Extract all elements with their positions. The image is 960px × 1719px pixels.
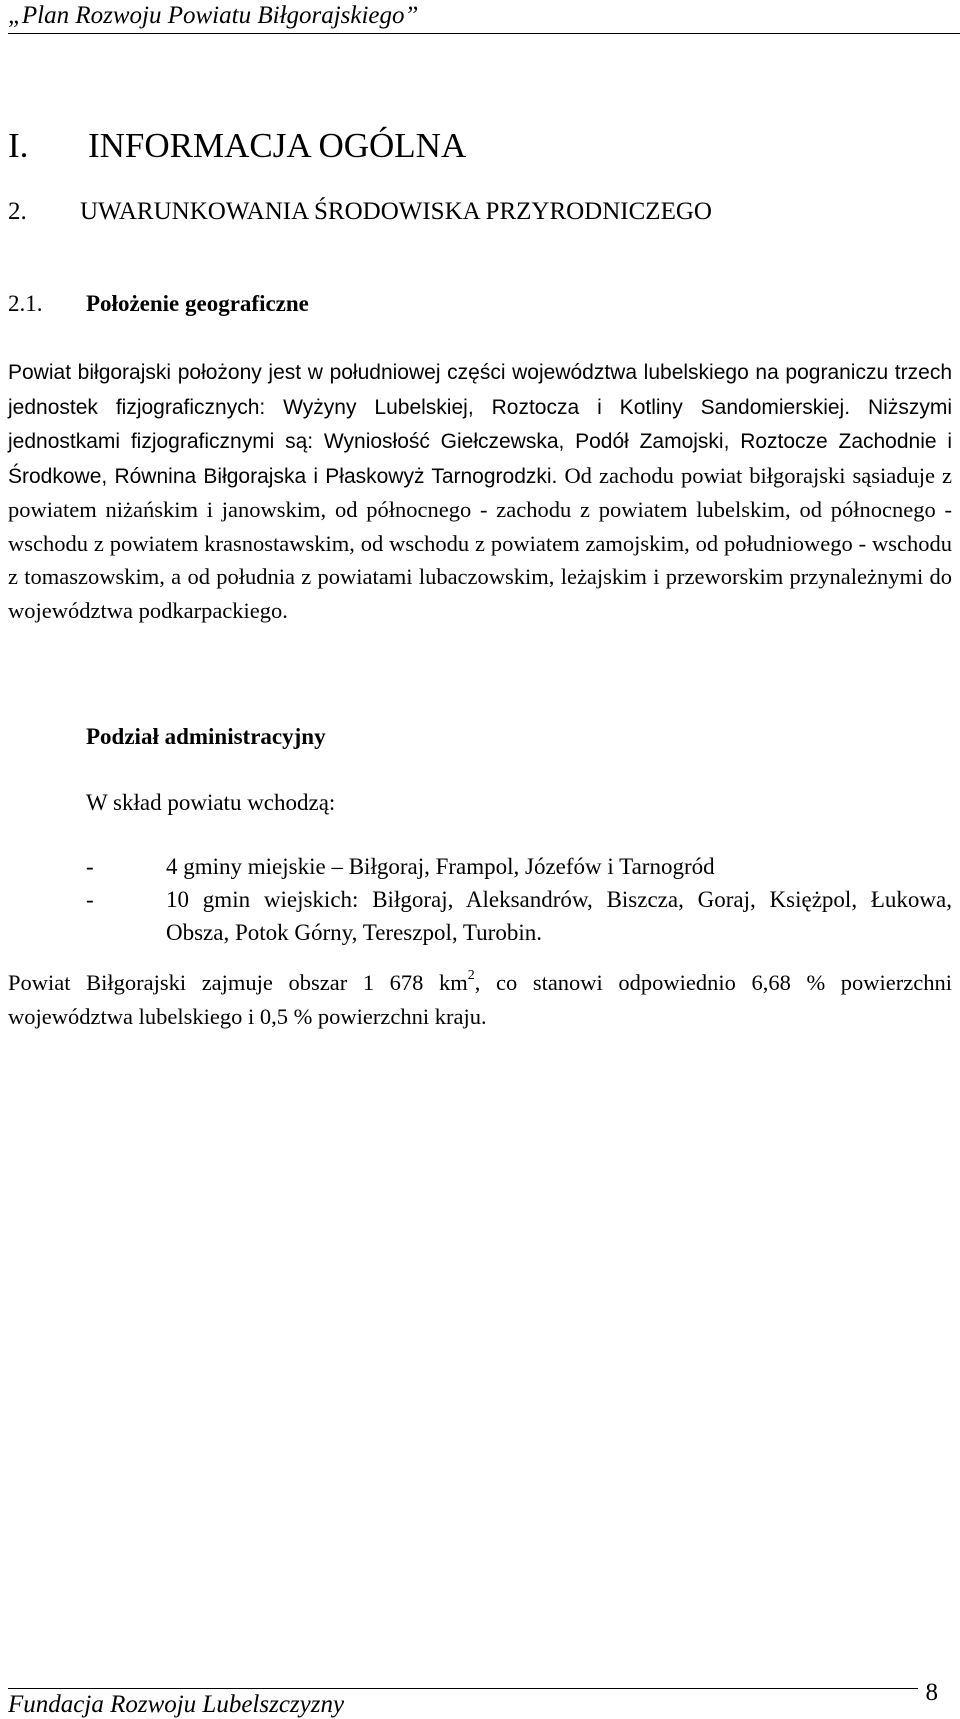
subsection-number: 2.1. — [8, 291, 43, 316]
running-header: „Plan Rozwoju Powiatu Biłgorajskiego” — [8, 2, 419, 29]
list-marker: - — [86, 854, 94, 879]
chapter-title: UWARUNKOWANIA ŚRODOWISKA PRZYRODNICZEGO — [80, 198, 712, 225]
area-unit-superscript: 2 — [467, 968, 475, 983]
list-item-text: 4 gminy miejskie – Biłgoraj, Frampol, Józefów i Tarnogród — [166, 854, 715, 879]
page-number: 8 — [925, 1679, 938, 1706]
area-text-before: Powiat Biłgorajski zajmuje obszar 1 678 km — [8, 970, 468, 995]
location-paragraph-part1: Powiat biłgorajski położony jest w południowej części województwa lubelskiego na pograniczu trzech jednostek fizjograficznych: Wyżyny Lubelskiej, Roztocza i Kotliny Sandomierskiej. Niższymi jednostkami fizjograficznymi są: Wyniosłość Giełczewska, Podół Zamojski, Roztocze Zachodnie i Środkowe, Równina Biłgorajska i Płaskowyż Tarnogrodzki. — [8, 361, 952, 488]
list-item — [86, 850, 952, 883]
footer-organization: Fundacja Rozwoju Lubelszczyzny — [8, 1691, 345, 1718]
chapter-heading — [8, 197, 712, 227]
admin-division-intro: W skład powiatu wchodzą: — [86, 790, 336, 815]
section-title: INFORMACJA OGÓLNA — [88, 126, 467, 165]
admin-division-heading: Podział administracyjny — [86, 724, 326, 749]
list-item-text: 10 gmin wiejskich: Biłgoraj, Aleksandrów, Biszcza, Goraj, Księżpol, Łukowa, Obsza, Potok Górny, Tereszpol, Turobin. — [166, 887, 952, 945]
subsection-title: Położenie geograficzne — [86, 291, 309, 316]
location-paragraph-part2: Od zachodu powiat biłgorajski sąsiaduje z powiatem niżańskim i janowskim, od północnego - zachodu z powiatem lubelskim, od północnego - wschodu z powiatem krasnostawskim, od wschodu z powiatem zamojskim, od południowego - wschodu z tomaszowskim, a od południa z powiatami lubaczowskim, leżajskim i przeworskim przynależnymi do województwa podkarpackiego. — [8, 462, 952, 623]
area-text-after: , co stanowi odpowiednio 6,68 % powierzchni województwa lubelskiego i 0,5 % powierzchni kraju. — [8, 970, 953, 1029]
footer-divider — [8, 1688, 918, 1689]
location-paragraph — [8, 355, 952, 627]
section-heading — [8, 126, 466, 166]
subsection-heading — [8, 290, 309, 318]
section-number: I. — [8, 126, 29, 165]
list-marker: - — [86, 887, 94, 912]
area-paragraph — [8, 966, 952, 1033]
list-item — [86, 883, 952, 949]
chapter-number: 2. — [8, 198, 27, 225]
header-divider — [8, 33, 960, 34]
admin-division-list — [86, 850, 952, 949]
